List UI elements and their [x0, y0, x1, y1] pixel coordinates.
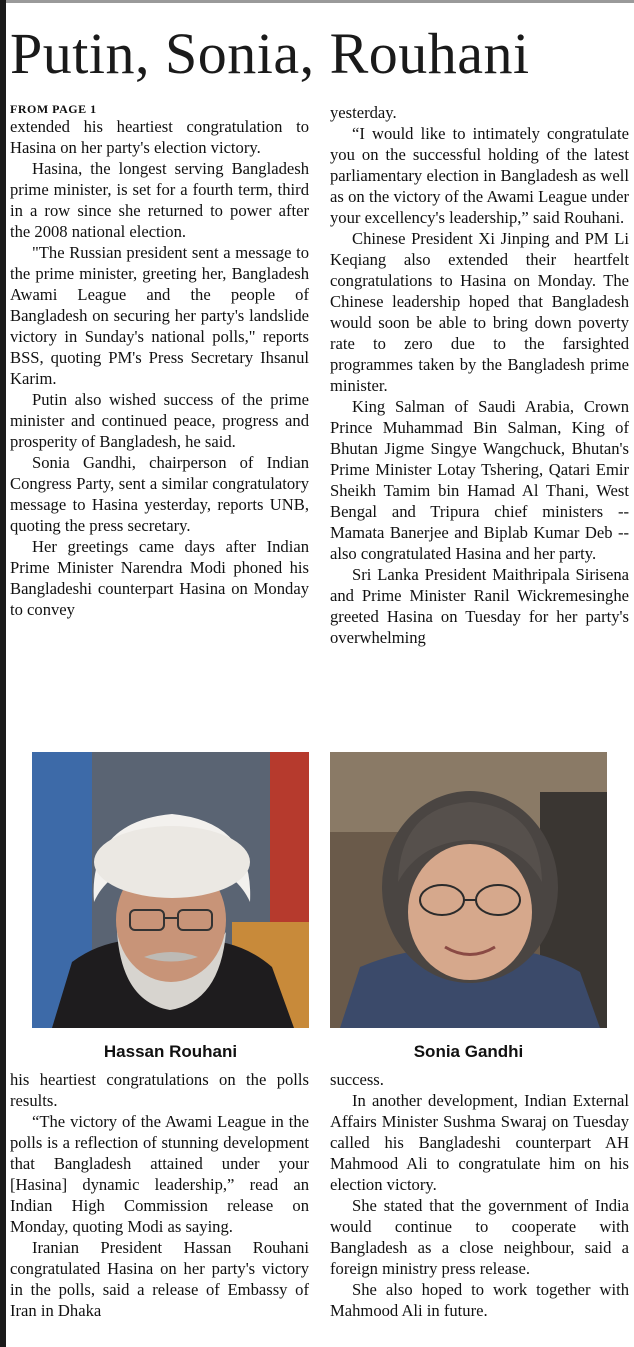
top-rule [6, 0, 634, 3]
paragraph: Putin also wished success of the prime minister and continued peace, progress and prosperity of Bangladesh, he said. [10, 390, 309, 451]
paragraph: Sri Lanka President Maithripala Sirisena and Prime Minister Ranil Wickremesinghe greeted Hasina on Tuesday for her party's overwhelming [330, 565, 629, 647]
paragraph: She stated that the government of India would continue to cooperate with Bangladesh as a close neighbour, said a foreign ministry press release. [330, 1196, 629, 1278]
paragraph: extended his heartiest congratulation to Hasina on her party's election victory. [10, 117, 309, 157]
paragraph: “The victory of the Awami League in the polls is a reflection of stunning development that Bangladesh attained under your [Hasina] dynamic leadership,” read an Indian High Commission release on Monday, quoting Modi as saying. [10, 1112, 309, 1236]
paragraph: King Salman of Saudi Arabia, Crown Prince Muhammad Bin Salman, King of Bhutan Jigme Singye Wangchuck, Bhutan's Prime Minister Lotay Tshering, Qatari Emir Sheikh Tamim bin Hamad Al Thani, West Bengal and Tripura chief ministers -- Mamata Banerjee and Biplab Kumar Deb -- also congratulated Hasina and her party. [330, 397, 629, 563]
paragraph: “I would like to intimately congratulate you on the successful holding of the latest parliamentary election in Bangladesh as well as on the victory of the Awami League under your excellency's leadership,” said Rouhani. [330, 124, 629, 227]
photo-hassan-rouhani [32, 752, 309, 1028]
portrait-rouhani-image [32, 752, 309, 1028]
paragraph: success. [330, 1070, 384, 1089]
paragraph: his heartiest congratulations on the polls results. [10, 1070, 309, 1110]
photo-caption-rouhani: Hassan Rouhani [103, 1042, 238, 1061]
paragraph: Iranian President Hassan Rouhani congratulated Hasina on her party's victory in the polls, said a release of Embassy of Iran in Dhaka [10, 1238, 309, 1320]
paragraph: Hasina, the longest serving Bangladesh prime minister, is set for a fourth term, third in a row since she returned to power after the 2008 national election. [10, 159, 309, 241]
paragraph: Chinese President Xi Jinping and PM Li Keqiang also extended their heartfelt congratulations to Hasina on Monday. The Chinese leadership hoped that Bangladesh would soon be able to bring down poverty rate to zero due to the farsighted programmes taken by the Bangladesh prime minister. [330, 229, 629, 395]
headline: Putin, Sonia, Rouhani [10, 21, 530, 86]
photo-sonia-gandhi [330, 752, 607, 1028]
photo-caption-sonia-gandhi: Sonia Gandhi [413, 1042, 524, 1061]
portrait-sonia-gandhi-image [330, 752, 607, 1028]
article-column-1 [10, 102, 309, 620]
paragraph: Sonia Gandhi, chairperson of Indian Congress Party, sent a similar congratulatory message to Hasina yesterday, reports UNB, quoting the press secretary. [10, 453, 309, 535]
paragraph: yesterday. [330, 103, 397, 122]
from-page-kicker: FROM PAGE 1 [10, 102, 97, 116]
article-column-2 [330, 102, 629, 648]
paragraph: Her greetings came days after Indian Prime Minister Narendra Modi phoned his Bangladeshi counterpart Hasina on Monday to convey [10, 537, 309, 619]
paragraph: "The Russian president sent a message to the prime minister, greeting her, Bangladesh Awami League and the people of Bangladesh on securing her party's landslide victory in Sunday's national polls," reports BSS, quoting PM's Press Secretary Ihsanul Karim. [10, 243, 309, 388]
left-column-rule [0, 0, 6, 1347]
paragraph: In another development, Indian External Affairs Minister Sushma Swaraj on Tuesday called his Bangladeshi counterpart AH Mahmood Ali to congratulate him on his election victory. [330, 1091, 629, 1194]
article-column-4 [330, 1069, 629, 1321]
article-column-3 [10, 1069, 309, 1321]
paragraph: She also hoped to work together with Mahmood Ali in future. [330, 1280, 629, 1320]
